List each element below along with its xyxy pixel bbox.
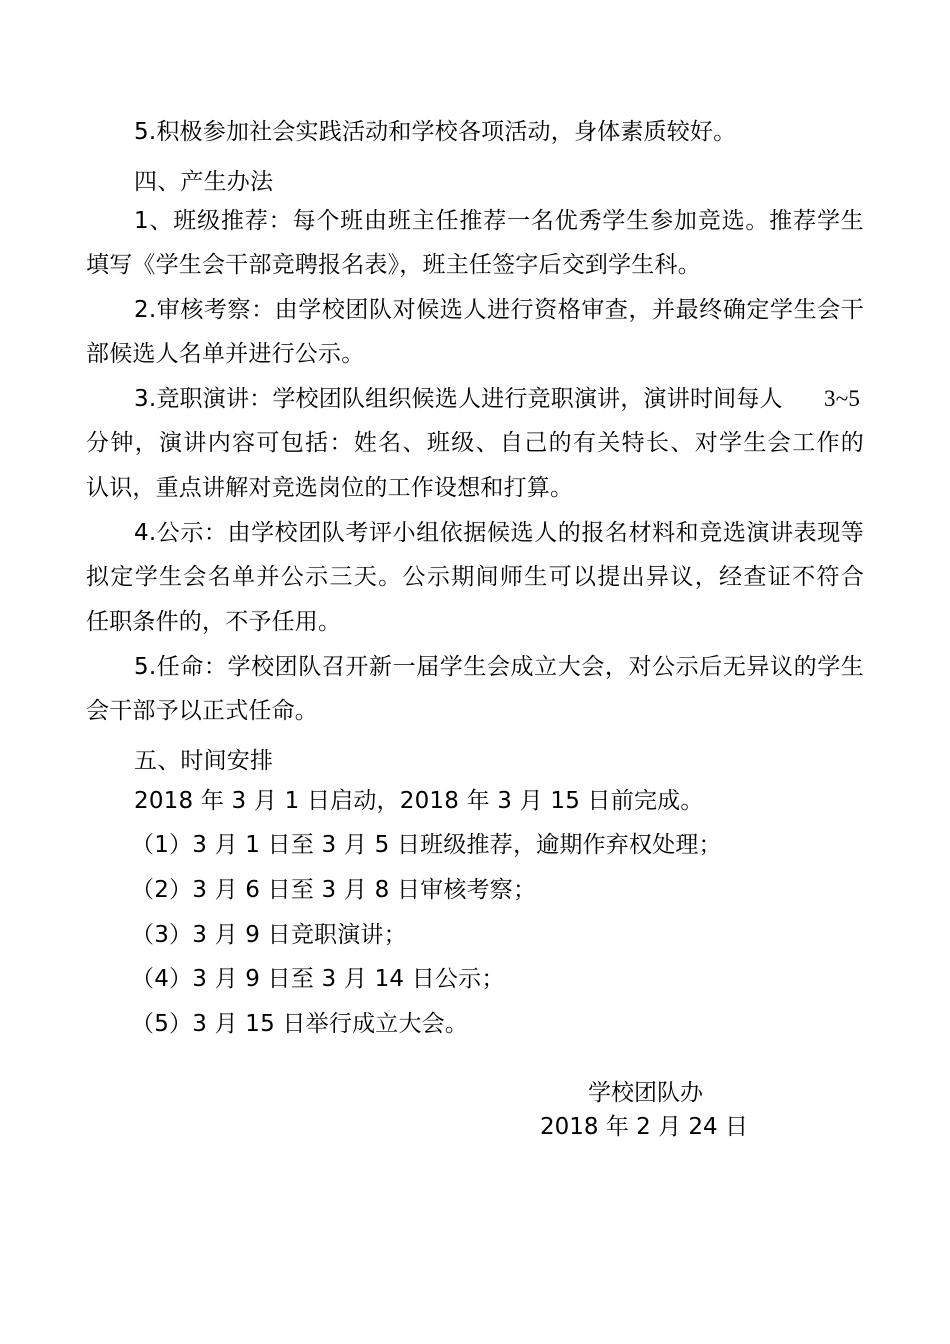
- text-line: 会干部予以正式任命。: [86, 698, 318, 724]
- schedule-item: （5）3 月 15 日举行成立大会。: [131, 1011, 469, 1037]
- text-line-number-range: 3~5: [824, 386, 861, 411]
- text-line: 部候选人名单并进行公示。: [86, 341, 365, 367]
- text-line: 5.任命：学校团队召开新一届学生会成立大会，对公示后无异议的学生: [134, 654, 864, 680]
- signature-org: 学校团队办: [588, 1080, 703, 1106]
- text-line: 任职条件的，不予任用。: [86, 609, 342, 635]
- text-line: 5.积极参加社会实践活动和学校各项活动，身体素质较好。: [134, 119, 737, 145]
- schedule-item: （2）3 月 6 日至 3 月 8 日审核考察；: [131, 877, 537, 903]
- section-heading: 四、产生办法: [134, 169, 274, 195]
- text-line: 3.竞职演讲：学校团队组织候选人进行竞职演讲，演讲时间每人: [134, 386, 783, 412]
- text-line: 4.公示：由学校团队考评小组依据候选人的报名材料和竞选演讲表现等: [134, 520, 864, 546]
- text-line: 分钟，演讲内容可包括：姓名、班级、自己的有关特长、对学生会工作的: [86, 430, 864, 456]
- text-line: 填写《学生会干部竞聘报名表》，班主任签字后交到学生科。: [86, 252, 701, 278]
- text-line: 认识，重点讲解对竞选岗位的工作设想和打算。: [86, 475, 574, 501]
- signature-date: 2018 年 2 月 24 日: [540, 1114, 748, 1140]
- section-heading: 五、时间安排: [134, 748, 274, 774]
- schedule-item: （1）3 月 1 日至 3 月 5 日班级推荐，逾期作弃权处理；: [131, 832, 722, 858]
- text-line: 2.审核考察：由学校团队对候选人进行资格审查，并最终确定学生会干: [134, 297, 864, 323]
- text-line: 拟定学生会名单并公示三天。公示期间师生可以提出异议，经查证不符合: [86, 564, 864, 590]
- text-line: 1、班级推荐：每个班由班主任推荐一名优秀学生参加竞选。推荐学生: [134, 208, 864, 234]
- schedule-item: （3）3 月 9 日竞职演讲；: [131, 922, 407, 948]
- text-line: 2018 年 3 月 1 日启动，2018 年 3 月 15 日前完成。: [134, 788, 704, 814]
- schedule-item: （4）3 月 9 日至 3 月 14 日公示；: [131, 966, 505, 992]
